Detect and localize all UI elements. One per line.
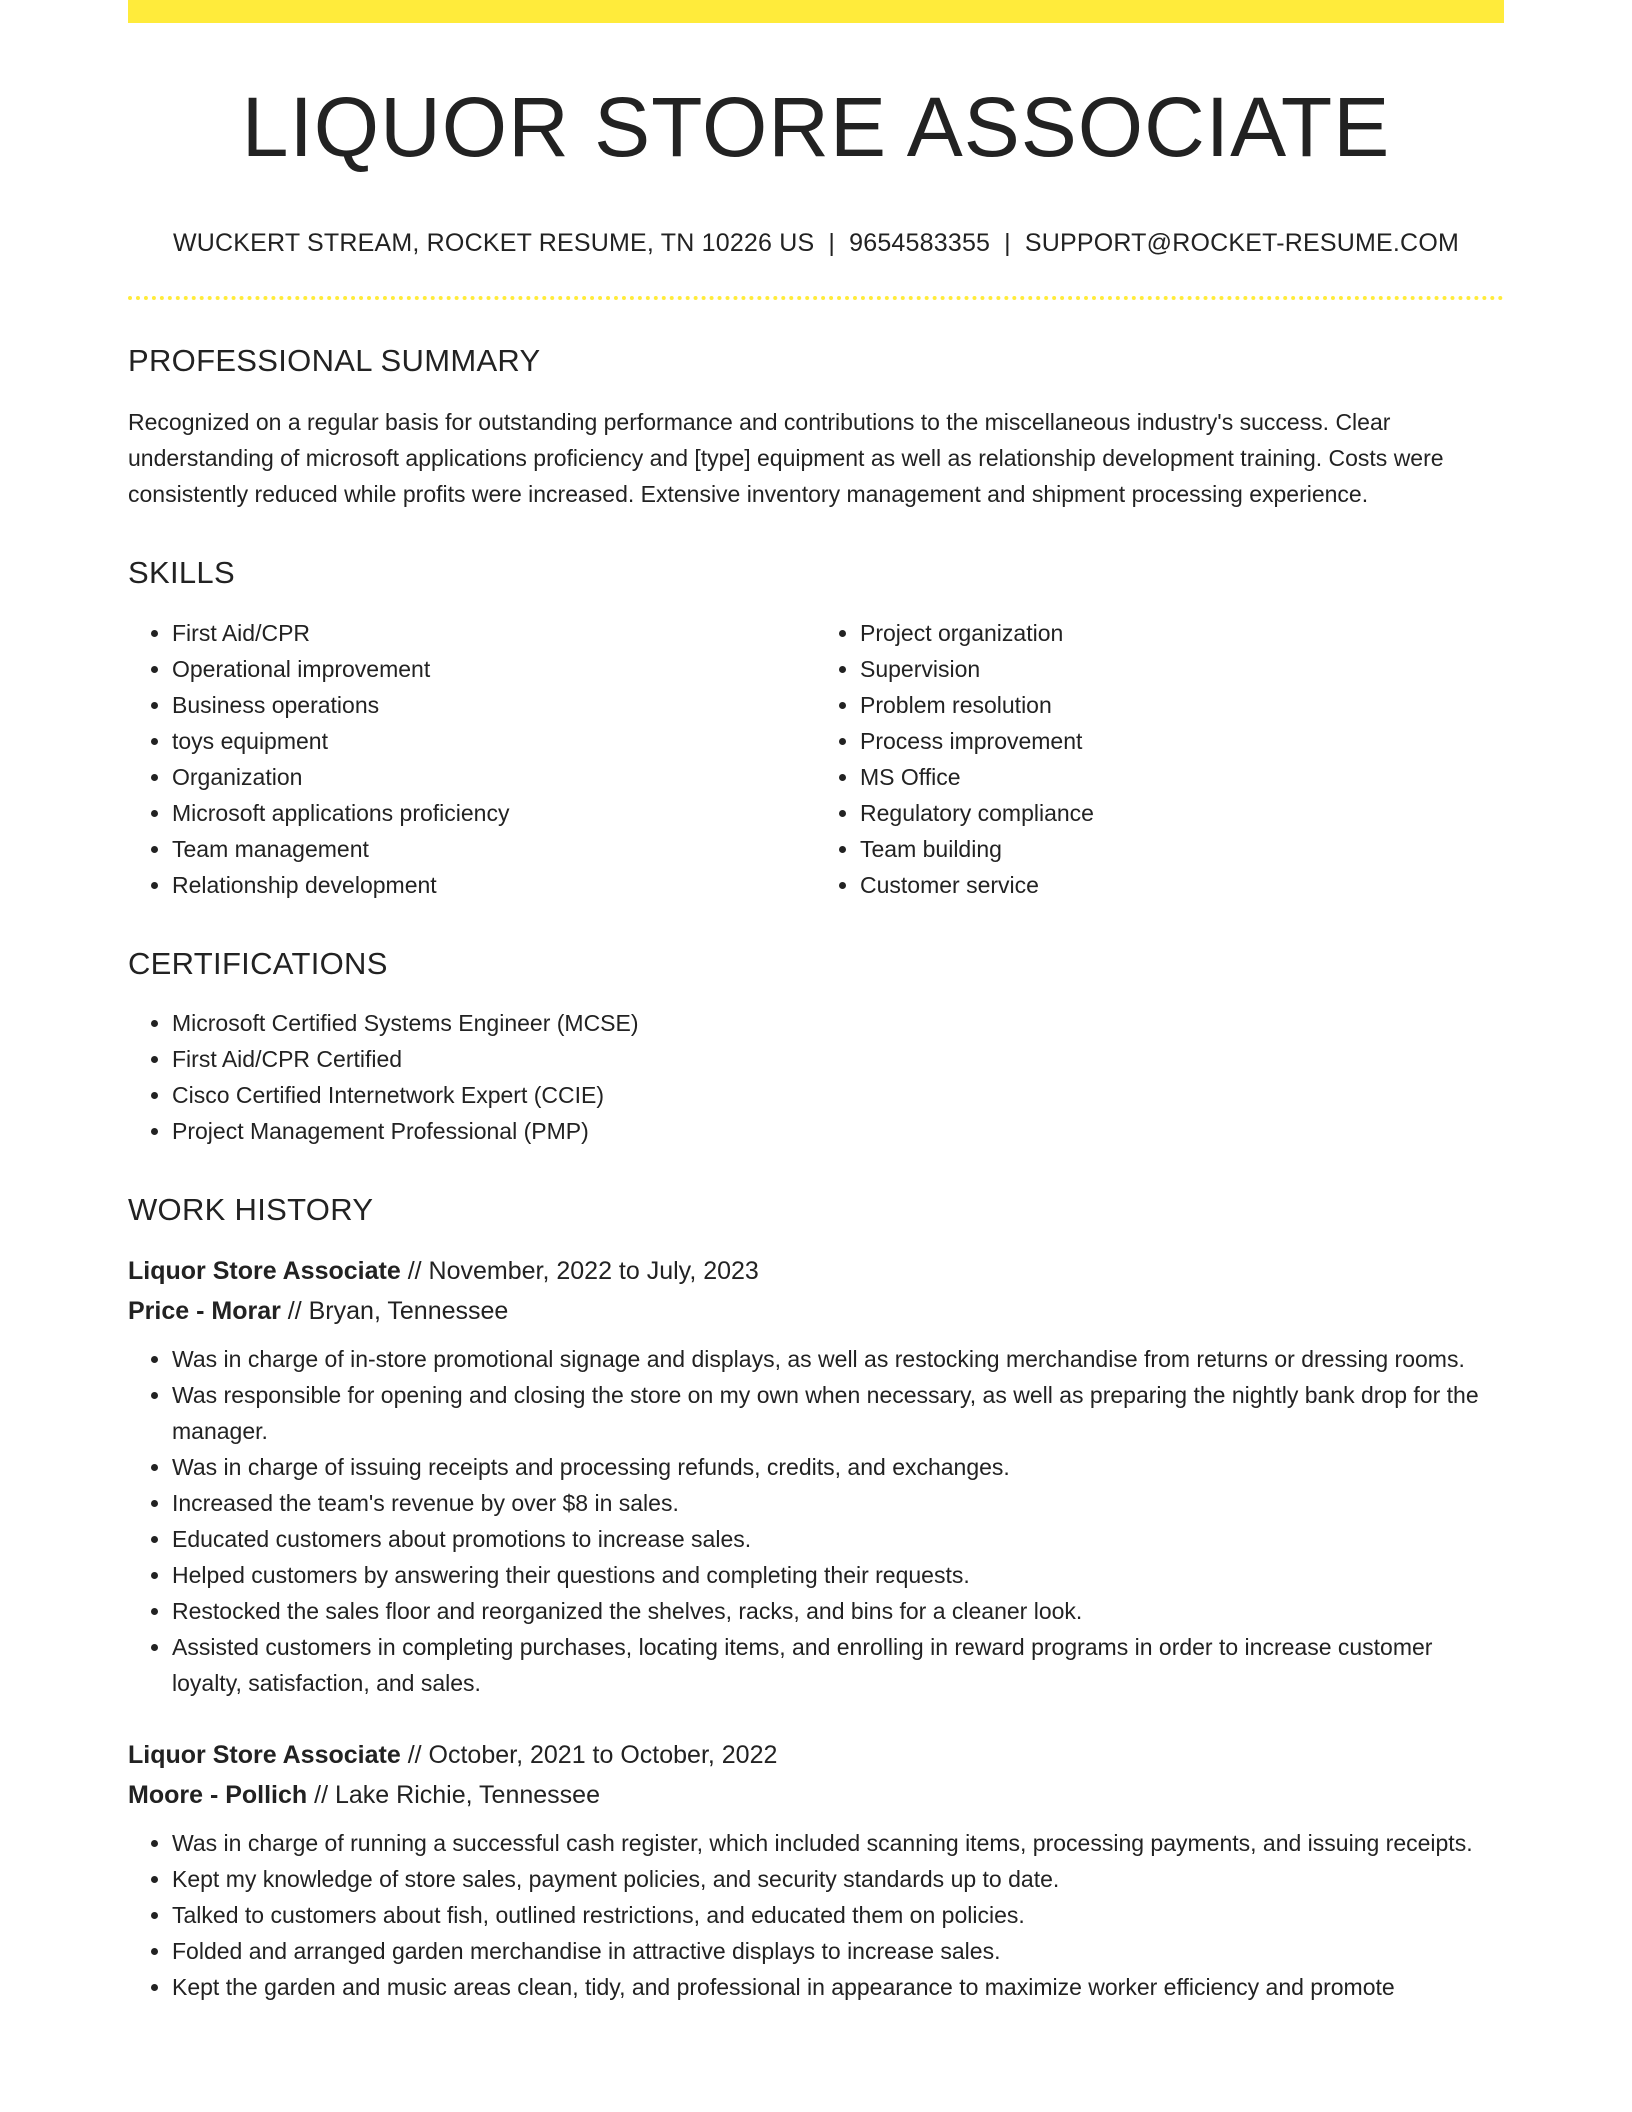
job-bullet: • Increased the team's revenue by over $8 in sales. — [172, 1485, 1504, 1521]
job-company-line — [128, 1291, 1504, 1331]
job-bullet: • Assisted customers in completing purchases, locating items, and enrolling in reward programs in order to increase customer loyalty, satisfaction, and sales. — [172, 1629, 1504, 1701]
work-history-heading: WORK HISTORY — [128, 1191, 374, 1227]
job-bullet: • Talked to customers about fish, outlined restrictions, and educated them on policies. — [172, 1897, 1504, 1933]
skill-item: • Supervision — [860, 651, 1504, 687]
job-bullet: • Restocked the sales floor and reorganized the shelves, racks, and bins for a cleaner look. — [172, 1593, 1504, 1629]
job-company: Moore - Pollich — [128, 1780, 308, 1809]
skill-item: • Operational improvement — [172, 651, 816, 687]
resume-page — [128, 0, 1504, 2005]
skill-item: • Team building — [860, 831, 1504, 867]
summary-text: Recognized on a regular basis for outstanding performance and contributions to the miscellaneous industry's success. Clear understanding of microsoft applications proficiency and [type] equipment as well as relationship development training. Costs were consistently reduced while profits were increased. Extensive inventory management and shipment processing experience. — [128, 409, 1444, 508]
job-bullet: • Was responsible for opening and closing the store on my own when necessary, as well as preparing the nightly bank drop for the manager. — [172, 1377, 1504, 1449]
skill-item: • First Aid/CPR — [172, 615, 816, 651]
skill-item: • toys equipment — [172, 723, 816, 759]
certifications-heading: CERTIFICATIONS — [128, 945, 388, 981]
certification-item: • Project Management Professional (PMP) — [172, 1113, 1504, 1149]
contact-separator: | — [1004, 229, 1011, 258]
job-title-line — [128, 1735, 1504, 1775]
job-dates: // October, 2021 to October, 2022 — [407, 1740, 778, 1769]
job-title-line — [128, 1251, 1504, 1291]
skill-item: • Team management — [172, 831, 816, 867]
certification-item: • Cisco Certified Internetwork Expert (CCIE) — [172, 1077, 1504, 1113]
job-company: Price - Morar — [128, 1296, 281, 1325]
contact-line — [128, 229, 1504, 258]
certifications-list — [128, 1005, 1504, 1149]
job-bullets — [128, 1341, 1504, 1701]
job-location: // Lake Richie, Tennessee — [314, 1780, 600, 1809]
job-bullet: • Was in charge of issuing receipts and processing refunds, credits, and exchanges. — [172, 1449, 1504, 1485]
job-bullets — [128, 1825, 1504, 2005]
certification-item: • First Aid/CPR Certified — [172, 1041, 1504, 1077]
job-title: Liquor Store Associate — [128, 1740, 401, 1769]
skill-item: • Regulatory compliance — [860, 795, 1504, 831]
skill-item: • Process improvement — [860, 723, 1504, 759]
contact-phone: 9654583355 — [849, 229, 991, 258]
job-bullet: • Kept the garden and music areas clean, tidy, and professional in appearance to maximize worker efficiency and promote — [172, 1969, 1504, 2005]
job-bullet: • Educated customers about promotions to increase sales. — [172, 1521, 1504, 1557]
job-company-line — [128, 1775, 1504, 1815]
skill-item: • Problem resolution — [860, 687, 1504, 723]
job-bullet: • Helped customers by answering their questions and completing their requests. — [172, 1557, 1504, 1593]
job-entry — [128, 1735, 1504, 2005]
contact-address: WUCKERT STREAM, ROCKET RESUME, TN 10226 US — [172, 229, 815, 258]
contact-separator: | — [828, 229, 836, 258]
dotted-divider — [128, 296, 1504, 300]
contact-email: SUPPORT@ROCKET-RESUME.COM — [1024, 229, 1459, 258]
skill-item: • MS Office — [860, 759, 1504, 795]
skills-column-left — [128, 615, 816, 903]
skill-item: • Microsoft applications proficiency — [172, 795, 816, 831]
skills-heading: SKILLS — [128, 555, 235, 591]
job-title: Liquor Store Associate — [128, 1256, 401, 1285]
certification-item: • Microsoft Certified Systems Engineer (MCSE) — [172, 1005, 1504, 1041]
job-bullet: • Folded and arranged garden merchandise in attractive displays to increase sales. — [172, 1933, 1504, 1969]
skill-item: • Customer service — [860, 867, 1504, 903]
page-title: LIQUOR STORE ASSOCIATE — [241, 80, 1391, 174]
job-dates: // November, 2022 to July, 2023 — [407, 1256, 759, 1285]
job-bullet: • Kept my knowledge of store sales, payment policies, and security standards up to date. — [172, 1861, 1504, 1897]
skill-item: • Relationship development — [172, 867, 816, 903]
skills-column-right — [816, 615, 1504, 903]
skills-list — [128, 615, 1504, 903]
job-entry — [128, 1251, 1504, 1701]
skill-item: • Project organization — [860, 615, 1504, 651]
skill-item: • Organization — [172, 759, 816, 795]
summary-heading: PROFESSIONAL SUMMARY — [128, 343, 541, 379]
job-location: // Bryan, Tennessee — [287, 1296, 509, 1325]
job-bullet: • Was in charge of running a successful cash register, which included scanning items, processing payments, and issuing receipts. — [172, 1825, 1504, 1861]
accent-top-bar — [128, 0, 1504, 23]
skill-item: • Business operations — [172, 687, 816, 723]
job-bullet: • Was in charge of in-store promotional signage and displays, as well as restocking merchandise from returns or dressing rooms. — [172, 1341, 1504, 1377]
